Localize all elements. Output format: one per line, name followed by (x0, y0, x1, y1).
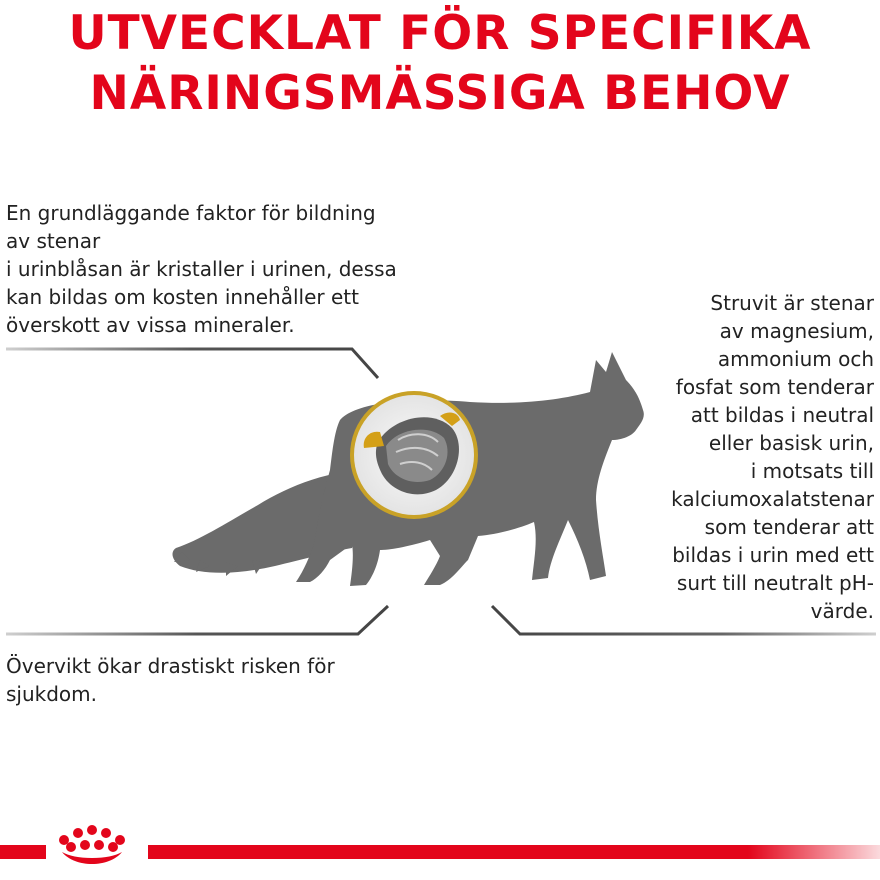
text-line: i urinblåsan är kristaller i urinen, dessa (6, 257, 397, 281)
text-line: av magnesium, (719, 319, 874, 343)
text-line: Struvit är stenar (710, 291, 874, 315)
footer-bar (148, 845, 880, 859)
connector-line-top-left (6, 349, 378, 378)
text-line: fosfat som tenderar (675, 375, 874, 399)
text-line: i motsats till (750, 459, 874, 483)
text-line: sjukdom. (6, 682, 98, 706)
text-line: att bildas i neutral (690, 403, 874, 427)
connector-line-bottom-left (6, 606, 388, 634)
text-line: värde. (810, 599, 874, 623)
text-line: surt till neutralt pH- (676, 571, 874, 595)
footer-bar-left (0, 845, 46, 859)
connector-line-right (492, 606, 876, 634)
text-line: Övervikt ökar drastiskt risken för (6, 654, 335, 678)
text-line: eller basisk urin, (708, 431, 874, 455)
text-line: av stenar (6, 229, 101, 253)
royal-canin-crown-logo (59, 825, 125, 864)
text-line: En grundläggande faktor för bildning (6, 201, 376, 225)
text-line: överskott av vissa mineraler. (6, 313, 295, 337)
text-line: ammonium och (717, 347, 874, 371)
text-line: som tenderar att (704, 515, 874, 539)
bladder-icon (350, 391, 478, 519)
title-line-1: UTVECKLAT FÖR SPECIFIKA (68, 6, 812, 61)
title-line-2: NÄRINGSMÄSSIGA BEHOV (89, 66, 791, 121)
text-line: bildas i urin med ett (672, 543, 874, 567)
text-line: kan bildas om kosten innehåller ett (6, 285, 359, 309)
text-line: kalciumoxalatstenar (671, 487, 874, 511)
